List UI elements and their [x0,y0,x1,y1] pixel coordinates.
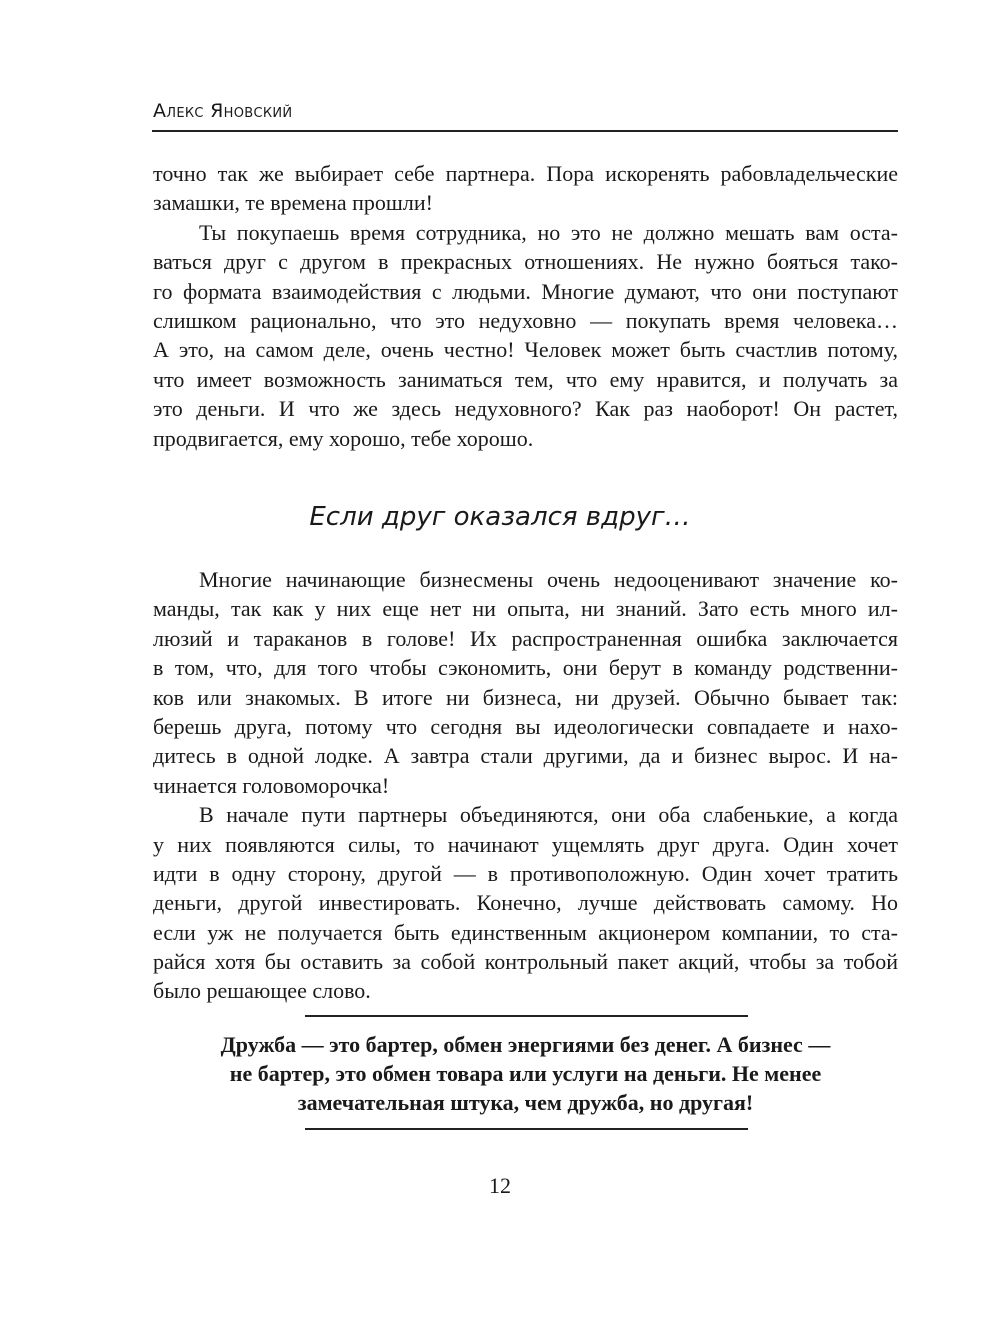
text-line: чинается головоморочка! [153,772,390,798]
section-heading: Если друг оказался вдруг… [309,502,691,532]
text-line: если уж не получается быть единственным акционером компании, то ста- [153,919,898,945]
pull-quote-line: Дружба — это бартер, обмен энергиями без денег. А бизнес — [220,1032,831,1057]
text-line: ков или знакомых. В итоге ни бизнеса, ни друзей. Обычно бывает так: [153,684,898,710]
header-rule [152,130,898,132]
section-2-text [153,565,898,1006]
text-line: у них появляются силы, то начинают ущемлять друг друга. Один хочет [153,831,898,857]
text-line: берешь друга, потому что сегодня вы идеологически совпадаете и нахо- [153,713,898,739]
running-header-author: Алекс Яновский [153,100,293,122]
text-line: это деньги. И что же здесь недуховного? Как раз наоборот! Он растет, [153,396,898,422]
text-line: точно так же выбирает себе партнера. Пора искоренять рабовладельческие [153,161,898,186]
text-line: продвигается, ему хорошо, тебе хорошо. [153,425,534,451]
pull-quote-line: не бартер, это обмен товара или услуги на деньги. Не менее [229,1061,822,1086]
text-line: слишком рационально, что это недуховно — покупать время человека… [153,307,898,333]
pull-quote-line: замечательная штука, чем дружба, но другая! [297,1090,754,1115]
text-line: манды, так как у них еще нет ни опыта, ни знаний. Зато есть много ил- [153,596,898,622]
text-line: А это, на самом деле, очень честно! Человек может быть счастлив потому, [153,337,898,363]
text-line: райся хотя бы оставить за собой контрольный пакет акций, чтобы за тобой [153,949,898,975]
text-line: В начале пути партнеры объединяются, они оба слабенькие, а когда [199,802,898,828]
text-line: в том, что, для того чтобы сэкономить, они берут в команду родственни- [153,655,898,681]
quote-bottom-rule [305,1128,748,1130]
text-line: идти в одну сторону, другой — в противоположную. Один хочет тратить [153,860,898,886]
text-line: замашки, те времена прошли! [153,190,433,216]
text-line: Многие начинающие бизнесмены очень недооценивают значение ко- [199,567,898,592]
text-line: было решающее слово. [153,978,371,1004]
text-line: Ты покупаешь время сотрудника, но это не должно мешать вам оста- [199,219,898,245]
text-line: го формата взаимодействия с людьми. Многие думают, что они поступают [153,278,898,304]
quote-top-rule [305,1015,748,1017]
pull-quote [153,1030,898,1117]
section-1-text [153,159,898,453]
text-line: ваться друг с другом в прекрасных отношениях. Не нужно бояться тако- [153,249,898,275]
page-number: 12 [489,1173,511,1198]
text-line: деньги, другой инвестировать. Конечно, лучше действовать самому. Но [153,890,898,916]
text-line: что имеет возможность заниматься тем, что ему нравится, и получать за [153,366,898,392]
text-line: люзий и тараканов в голове! Их распространенная ошибка заключается [153,625,898,651]
text-line: дитесь в одной лодке. А завтра стали другими, да и бизнес вырос. И на- [153,743,898,769]
